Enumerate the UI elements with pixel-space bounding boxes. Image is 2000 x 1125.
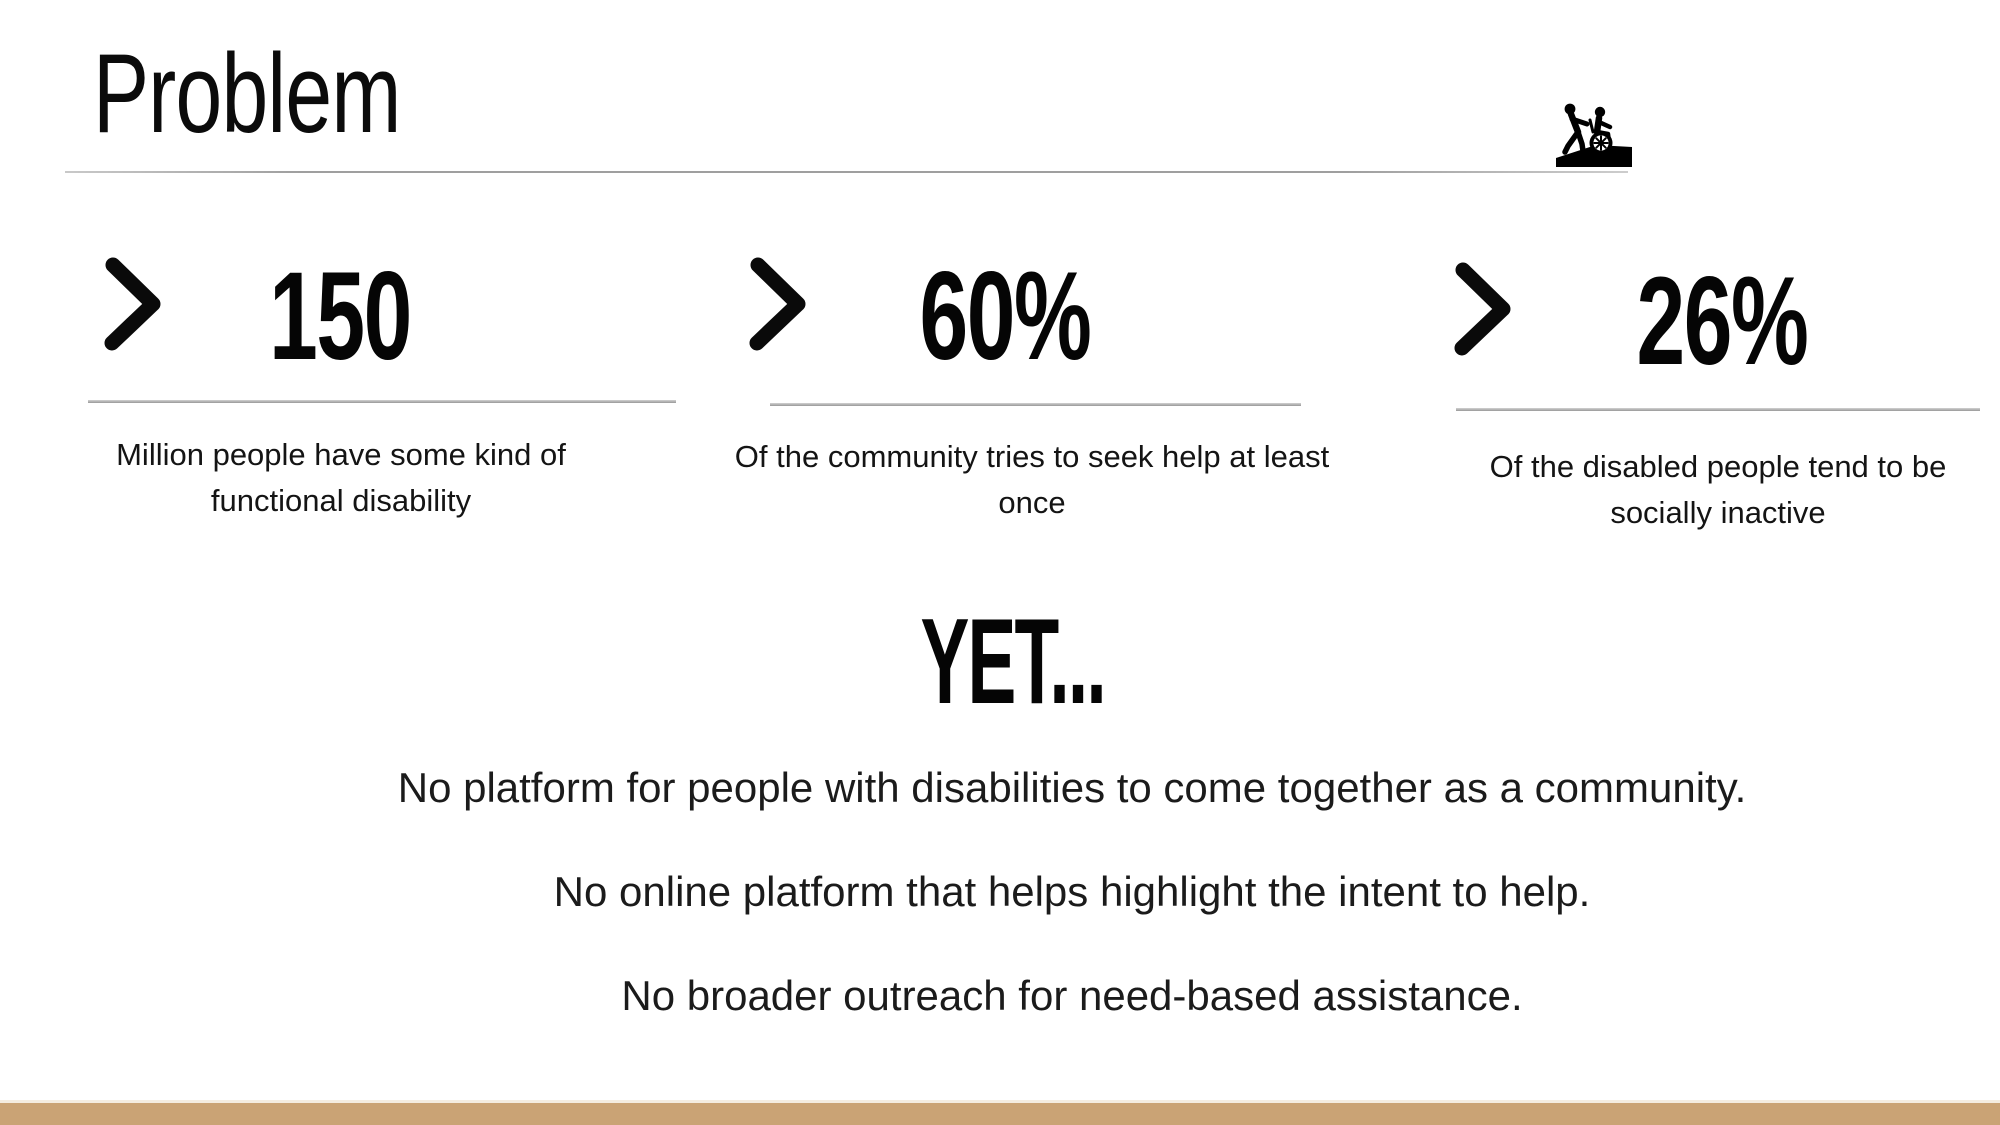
stat-divider xyxy=(770,403,1301,406)
stat-caption: Of the disabled people tend to be socially inactive xyxy=(1489,449,1947,530)
stat-value: 150 xyxy=(269,247,411,386)
chevron-right-icon xyxy=(1454,261,1512,357)
emphasis-text: YET... xyxy=(920,593,1106,729)
statements-block xyxy=(144,763,2000,1075)
stat-value: 60% xyxy=(919,247,1091,386)
statement-line: No platform for people with disabilities to come together as a community. xyxy=(397,764,1747,811)
stat-value: 26% xyxy=(1636,252,1808,391)
wheelchair-assist-icon xyxy=(1556,101,1632,167)
title-divider xyxy=(65,171,1628,173)
statement-line: No broader outreach for need-based assistance. xyxy=(621,972,1523,1019)
emphasis-block xyxy=(213,593,1813,729)
page-title: Problem xyxy=(93,31,401,156)
stat-caption: Million people have some kind of functional disability xyxy=(116,437,566,518)
stat-caption: Of the community tries to seek help at least once xyxy=(734,439,1330,520)
statement-line: No online platform that helps highlight the intent to help. xyxy=(553,868,1591,915)
chevron-right-icon xyxy=(104,256,162,352)
stat-divider xyxy=(1456,408,1980,411)
footer-accent-bar xyxy=(0,1100,2000,1125)
chevron-right-icon xyxy=(749,256,807,352)
stat-divider xyxy=(88,400,676,403)
